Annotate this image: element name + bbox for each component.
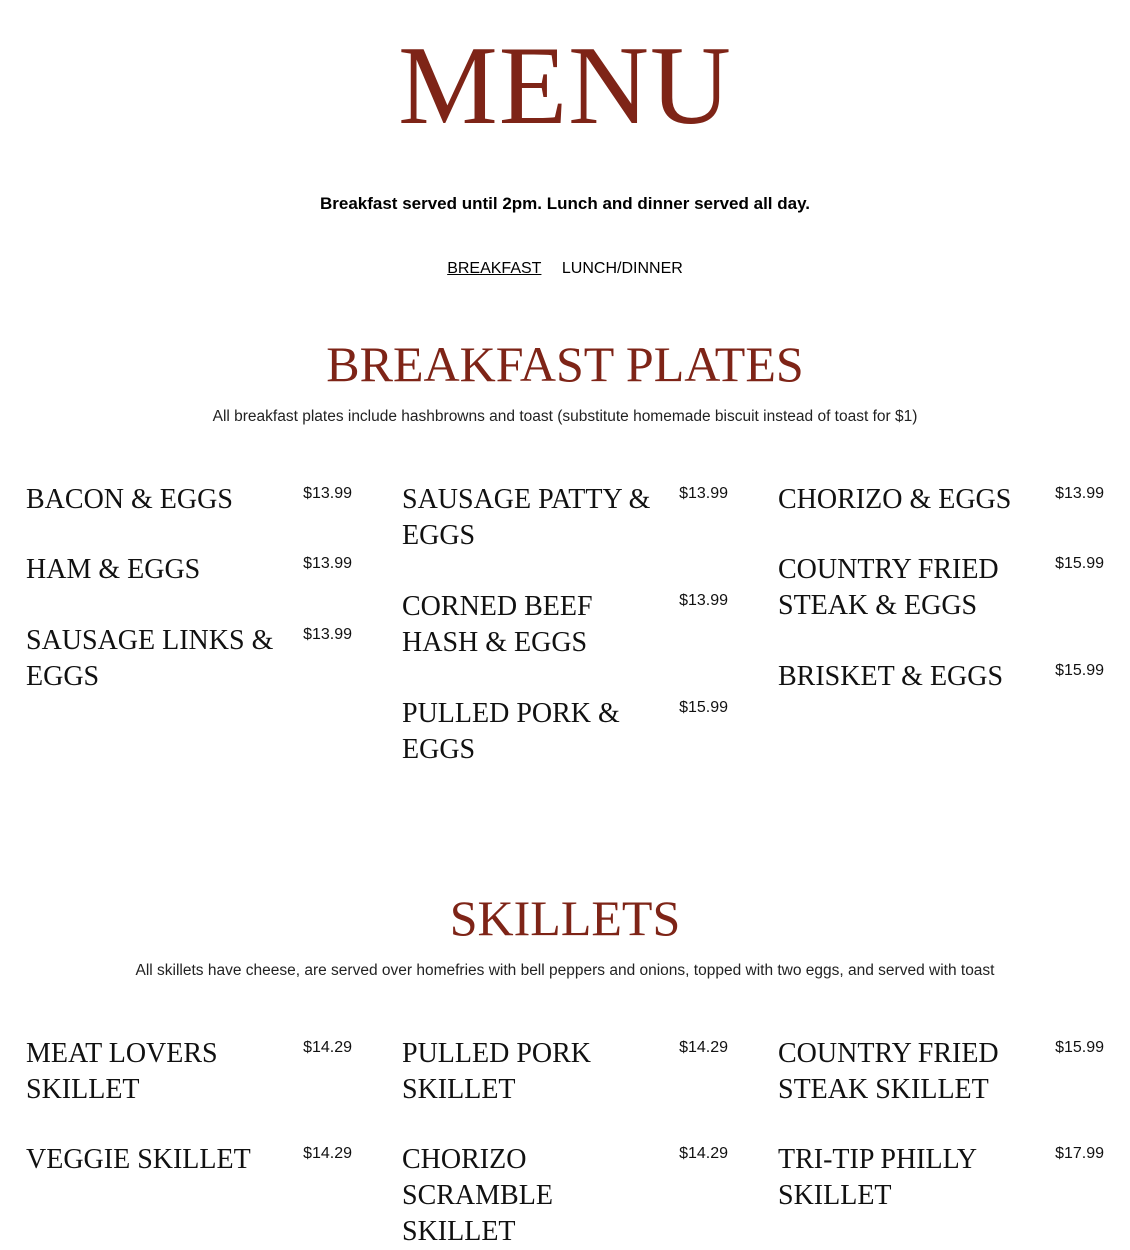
menu-item [402,1142,728,1250]
menu-item-price: $17.99 [1055,1145,1104,1162]
skillets-description: All skillets have cheese, are served over homefries with bell peppers and onions, topped with two eggs, and served with toast [135,962,995,979]
menu-item-price: $13.99 [679,592,728,609]
nav-breakfast-link[interactable]: BREAKFAST [447,260,542,277]
menu-item-name: SAUSAGE PATTY & EGGS [402,484,651,551]
menu-item-name: CHORIZO SCRAMBLE SKILLET [402,1144,553,1247]
menu-item-name: CHORIZO & EGGS [778,484,1012,515]
menu-item-price: $13.99 [303,485,352,502]
menu-nav [0,259,1130,279]
menu-item [26,482,352,518]
menu-item [778,482,1104,518]
menu-item-price: $14.29 [679,1039,728,1056]
menu-item-name: COUNTRY FRIED STEAK & EGGS [778,554,999,621]
menu-item-price: $14.29 [303,1039,352,1056]
menu-item [26,552,352,588]
menu-item [26,623,352,695]
breakfast-plates-heading: BREAKFAST PLATES [326,336,804,392]
menu-item-name: COUNTRY FRIED STEAK SKILLET [778,1038,999,1105]
breakfast-plates-description: All breakfast plates include hashbrowns and toast (substitute homemade biscuit instead of toast for $1) [212,408,918,425]
menu-item-name: CORNED BEEF HASH & EGGS [402,591,593,658]
menu-item-price: $15.99 [1055,1039,1104,1056]
menu-item [402,589,728,661]
menu-item-price: $15.99 [1055,555,1104,572]
nav-lunch-dinner-link[interactable]: LUNCH/DINNER [561,260,683,277]
menu-item [402,482,728,554]
menu-item-name: MEAT LOVERS SKILLET [26,1038,218,1105]
breakfast-column-3 [778,482,1104,695]
menu-item-name: TRI-TIP PHILLY SKILLET [778,1144,977,1211]
menu-item [26,1142,352,1178]
menu-item-name: SAUSAGE LINKS & EGGS [26,625,274,692]
menu-item [778,1036,1104,1108]
skillets-heading: SKILLETS [449,890,681,946]
menu-item-price: $13.99 [679,485,728,502]
skillets-column-3 [778,1036,1104,1214]
skillets-column-2 [402,1036,728,1250]
breakfast-column-2 [402,482,728,768]
menu-item-price: $14.29 [303,1145,352,1162]
menu-item [402,1036,728,1108]
menu-item-price: $14.29 [679,1145,728,1162]
menu-item [778,1142,1104,1214]
page-title: MENU [398,24,732,148]
menu-item [778,552,1104,624]
menu-item-price: $15.99 [1055,662,1104,679]
menu-item [402,696,728,768]
menu-item-price: $15.99 [679,699,728,716]
menu-item-name: PULLED PORK SKILLET [402,1038,592,1105]
menu-item-name: VEGGIE SKILLET [26,1144,251,1175]
hours-note: Breakfast served until 2pm. Lunch and dinner served all day. [319,194,810,213]
menu-item-price: $13.99 [303,555,352,572]
menu-item [26,1036,352,1108]
menu-item-name: PULLED PORK & EGGS [402,698,620,765]
menu-item [778,659,1104,695]
menu-item-name: HAM & EGGS [26,554,201,585]
breakfast-column-1 [26,482,352,695]
menu-item-name: BRISKET & EGGS [778,661,1004,692]
menu-item-price: $13.99 [303,626,352,643]
skillets-column-1 [26,1036,352,1178]
menu-item-price: $13.99 [1055,485,1104,502]
menu-item-name: BACON & EGGS [26,484,233,515]
